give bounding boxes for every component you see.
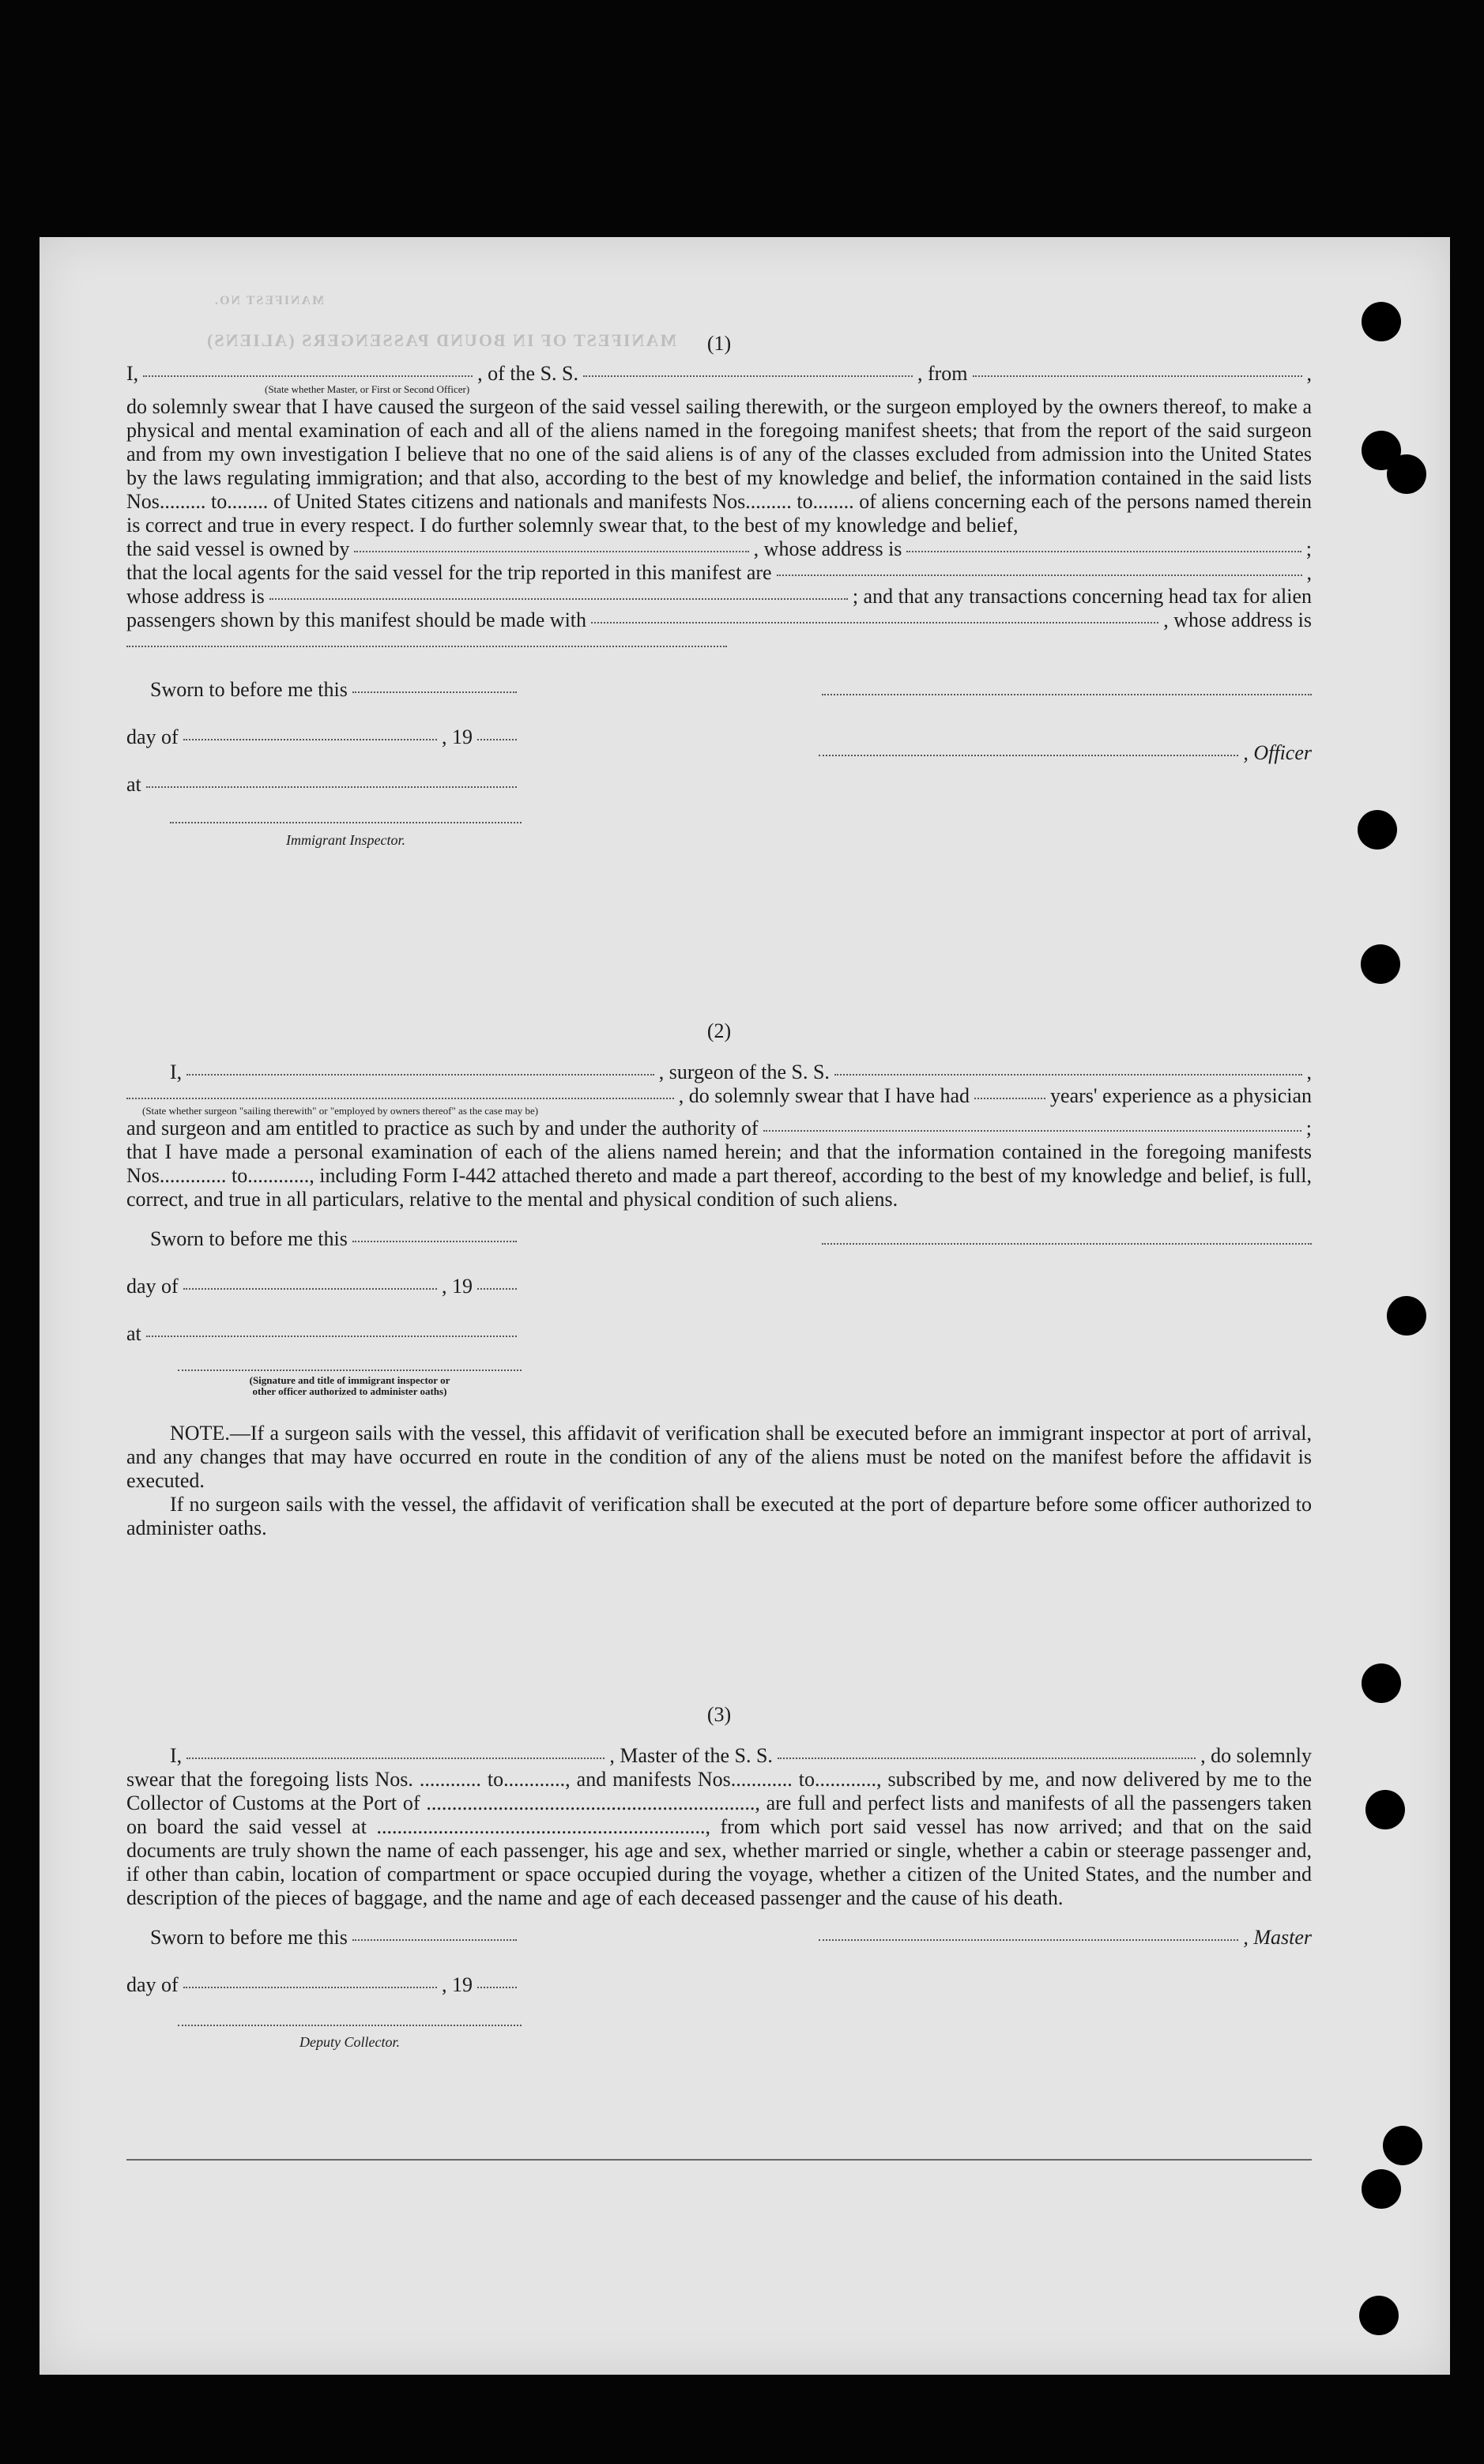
s2-body: that I have made a personal examination of each of the aliens named herein; and that the information contained in the foregoing manifests Nos............. to............, including Form I-442 attached thereto and made a part thereof, according to the best of my knowledge and belief, is full, correct, and true in all particulars, relative to the mental and physical condition of such aliens.	[126, 1140, 1312, 1211]
s1-agents-field[interactable]	[777, 575, 1302, 576]
punch-hole	[1362, 2169, 1401, 2209]
s3-sworn-label: Sworn to before me this	[150, 1926, 348, 1949]
s1-owner-field[interactable]	[354, 551, 748, 552]
s2-surgeon-signature[interactable]	[822, 1243, 1312, 1245]
s2-sworn-field[interactable]	[352, 1241, 517, 1242]
s2-line3	[126, 1117, 1312, 1140]
s3-line1	[126, 1744, 1312, 1768]
punch-hole	[1359, 2296, 1399, 2335]
section-1-number: (1)	[706, 332, 732, 355]
s1-from-field[interactable]	[973, 375, 1302, 377]
s1-sworn-row	[150, 678, 522, 702]
s3-sworn-field[interactable]	[352, 1939, 517, 1941]
s3-collector-caption: Deputy Collector.	[299, 2034, 400, 2050]
s2-authority-label: and surgeon and am entitled to practice as such by and under the authority of	[126, 1117, 759, 1140]
s2-note-label: NOTE.	[170, 1422, 230, 1445]
punch-hole	[1365, 1790, 1405, 1829]
s2-at-field[interactable]	[146, 1336, 517, 1337]
s1-at-row	[126, 773, 522, 797]
s1-sworn-field[interactable]	[352, 691, 517, 693]
s2-status-hint: (State whether surgeon "sailing therewith" or "employed by owners thereof" as the case may be)	[142, 1105, 539, 1117]
s1-owned-by	[126, 537, 1312, 561]
s2-years-label: years' experience as a physician	[1050, 1084, 1312, 1107]
s2-day-label: day of	[126, 1275, 179, 1298]
s1-day-field[interactable]	[183, 739, 437, 740]
s2-year-label: , 19	[442, 1275, 473, 1298]
s2-note	[126, 1422, 1312, 1493]
s2-sworn-row	[150, 1227, 522, 1251]
s1-officer-row	[814, 741, 1312, 765]
section-3	[126, 1703, 1312, 2060]
s1-owner-address-field[interactable]	[906, 551, 1301, 552]
punch-hole	[1362, 302, 1401, 341]
s2-at-label: at	[126, 1322, 141, 1345]
s1-vessel-field[interactable]	[583, 375, 913, 377]
s1-agents-address	[126, 585, 1312, 608]
s1-semicolon: ;	[1305, 537, 1312, 560]
s3-master-label: , Master of the S. S.	[609, 1744, 773, 1767]
bleed-through-title: MANIFEST OF IN BOUND PASSENGERS (ALIENS)	[205, 330, 677, 350]
s1-owned-label: the said vessel is owned by	[126, 537, 350, 560]
s3-vessel-field[interactable]	[778, 1758, 1196, 1759]
s1-sworn-label: Sworn to before me this	[150, 678, 348, 701]
s3-body: swear that the foregoing lists Nos. ............ to............, and manifests Nos............ to............, subscribed by me, and now delivered by me to the Collector of Customs at the Port of ................................................................, are full and perfect lists and manifests of all the passengers taken on board the said vessel at ................................................................, from which port said vessel has now arrived; and that on the said documents are truly shown the name of each passenger, his age and sex, whether married or single, whether a cabin or steerage passenger and, if other than cabin, location of compartment or space occupied during the voyage, whether a citizen of the United States, and the number and description of the pieces of baggage, and the name and age of each deceased passenger and the cause of his death.	[126, 1768, 1312, 1909]
s3-collector-signature[interactable]	[178, 2025, 522, 2026]
s1-year-label: , 19	[442, 725, 473, 748]
s1-officer-signature[interactable]	[819, 755, 1238, 756]
s2-authority-field[interactable]	[763, 1130, 1301, 1132]
s1-from: , from	[917, 362, 968, 385]
s3-master-row	[814, 1926, 1312, 1950]
s1-officer-hint: (State whether Master, or First or Second Officer)	[265, 383, 470, 395]
s1-head-tax	[126, 608, 1312, 632]
s1-sworn-block	[126, 670, 1312, 876]
s3-sworn-row	[150, 1926, 522, 1950]
s3-solemnly: , do solemnly	[1200, 1744, 1312, 1767]
s3-master-signature[interactable]	[819, 1939, 1238, 1941]
punch-hole	[1362, 1663, 1401, 1703]
section-3-number: (3)	[706, 1703, 732, 1726]
punch-hole	[1387, 454, 1426, 494]
s2-vessel-field[interactable]	[834, 1074, 1302, 1076]
s1-owner-address-label: , whose address is	[753, 537, 902, 560]
s1-at-label: at	[126, 773, 141, 796]
s1-day-label: day of	[126, 725, 179, 748]
punch-hole	[1361, 944, 1400, 984]
s2-day-field[interactable]	[183, 1288, 437, 1290]
s3-year-label: , 19	[442, 1973, 473, 1996]
s3-day-row	[126, 1973, 522, 1997]
s1-of-ss: , of the S. S.	[477, 362, 578, 385]
s3-day-field[interactable]	[183, 1987, 437, 1988]
s2-i: I,	[170, 1061, 183, 1083]
s3-i: I,	[170, 1744, 183, 1767]
s1-officer-field[interactable]	[143, 375, 473, 377]
s1-inspector-caption: Immigrant Inspector.	[286, 832, 405, 848]
s2-surgeon-label: , surgeon of the S. S.	[658, 1061, 830, 1083]
s2-year-field[interactable]	[477, 1288, 517, 1290]
punch-hole	[1383, 2126, 1422, 2165]
s1-inspector-signature[interactable]	[170, 822, 522, 823]
s1-line1	[126, 362, 1312, 386]
s1-head-tax-label: ; and that any transactions concerning head tax for alien	[852, 585, 1312, 608]
section-1	[126, 332, 1312, 876]
s1-agents-address-field[interactable]	[269, 598, 848, 600]
s2-swear-label: , do solemnly swear that I have had	[678, 1084, 970, 1107]
s1-year-field[interactable]	[477, 739, 517, 740]
s3-master-name-field[interactable]	[186, 1758, 605, 1759]
punch-hole	[1358, 810, 1397, 850]
s2-note2: If no surgeon sails with the vessel, the affidavit of verification shall be executed at the port of departure before some officer authorized to administer oaths.	[126, 1493, 1312, 1539]
s1-comma: ,	[1306, 362, 1313, 385]
s2-sworn-label: Sworn to before me this	[150, 1227, 348, 1250]
section-2	[126, 1019, 1312, 1540]
s1-day-row	[126, 725, 522, 749]
s1-agents-address-label: whose address is	[126, 585, 265, 608]
manifest-page	[40, 237, 1450, 2375]
s2-sworn-block	[126, 1227, 1312, 1417]
s2-semicolon: ;	[1305, 1117, 1312, 1140]
s1-at-field[interactable]	[146, 786, 517, 788]
s1-address-continuation-field[interactable]	[126, 646, 727, 647]
s2-surgeon-name-field[interactable]	[186, 1074, 654, 1076]
s3-master-sig-label: , Master	[1243, 1926, 1312, 1949]
s2-comma: ,	[1306, 1061, 1312, 1083]
s1-head-tax-address-label: , whose address is	[1163, 608, 1312, 631]
s2-sig-caption-2: other officer authorized to administer oaths)	[252, 1385, 447, 1397]
s3-day-label: day of	[126, 1973, 179, 1996]
s2-line1	[126, 1061, 1312, 1084]
s1-i: I,	[126, 362, 139, 385]
bleed-through-number: MANIFEST NO.	[213, 294, 325, 307]
s2-note-text: —If a surgeon sails with the vessel, this affidavit of verification shall be executed before an immigrant inspector at port of arrival, and any changes that may have occurred en route in the condition of any of the aliens must be noted on the manifest before the affidavit is executed.	[126, 1422, 1312, 1492]
s1-agents	[126, 561, 1312, 585]
s3-sworn-block	[126, 1926, 1312, 2060]
s1-agents-comma: ,	[1306, 561, 1312, 584]
s2-at-row	[126, 1322, 522, 1346]
s1-body: do solemnly swear that I have caused the surgeon of the said vessel sailing therewith, or the surgeon employed by the owners thereof, to make a physical and mental examination of each and all of the aliens named in the foregoing manifest sheets; that from the report of the said surgeon and from my own investigation I believe that no one of the said aliens is of any of the classes excluded from admission into the United States by the laws regulating immigration; and that also, according to the best of my knowledge and belief, the information contained in the said lists Nos......... to........ of United States citizens and nationals and manifests Nos......... to........ of aliens concerning each of the persons named therein is correct and true in every respect. I do further solemnly swear that, to the best of my knowledge and belief,	[126, 395, 1312, 537]
s1-officer-signature-top[interactable]	[822, 694, 1312, 695]
bottom-rule	[126, 2159, 1312, 2161]
s2-day-row	[126, 1275, 522, 1298]
s1-head-tax-text: passengers shown by this manifest should be made with	[126, 608, 587, 631]
s1-agents-label: that the local agents for the said vessel for the trip reported in this manifest are	[126, 561, 772, 584]
s1-head-tax-field[interactable]	[591, 622, 1158, 624]
s3-year-field[interactable]	[477, 1987, 517, 1988]
s2-years-field[interactable]	[974, 1098, 1045, 1099]
section-2-number: (2)	[706, 1019, 732, 1042]
punch-hole	[1387, 1296, 1426, 1336]
s2-inspector-signature[interactable]	[178, 1370, 522, 1371]
s2-sig-caption-1: (Signature and title of immigrant inspector or	[249, 1374, 450, 1386]
s2-status-field[interactable]	[126, 1098, 674, 1099]
s1-officer-label: , Officer	[1243, 741, 1312, 764]
